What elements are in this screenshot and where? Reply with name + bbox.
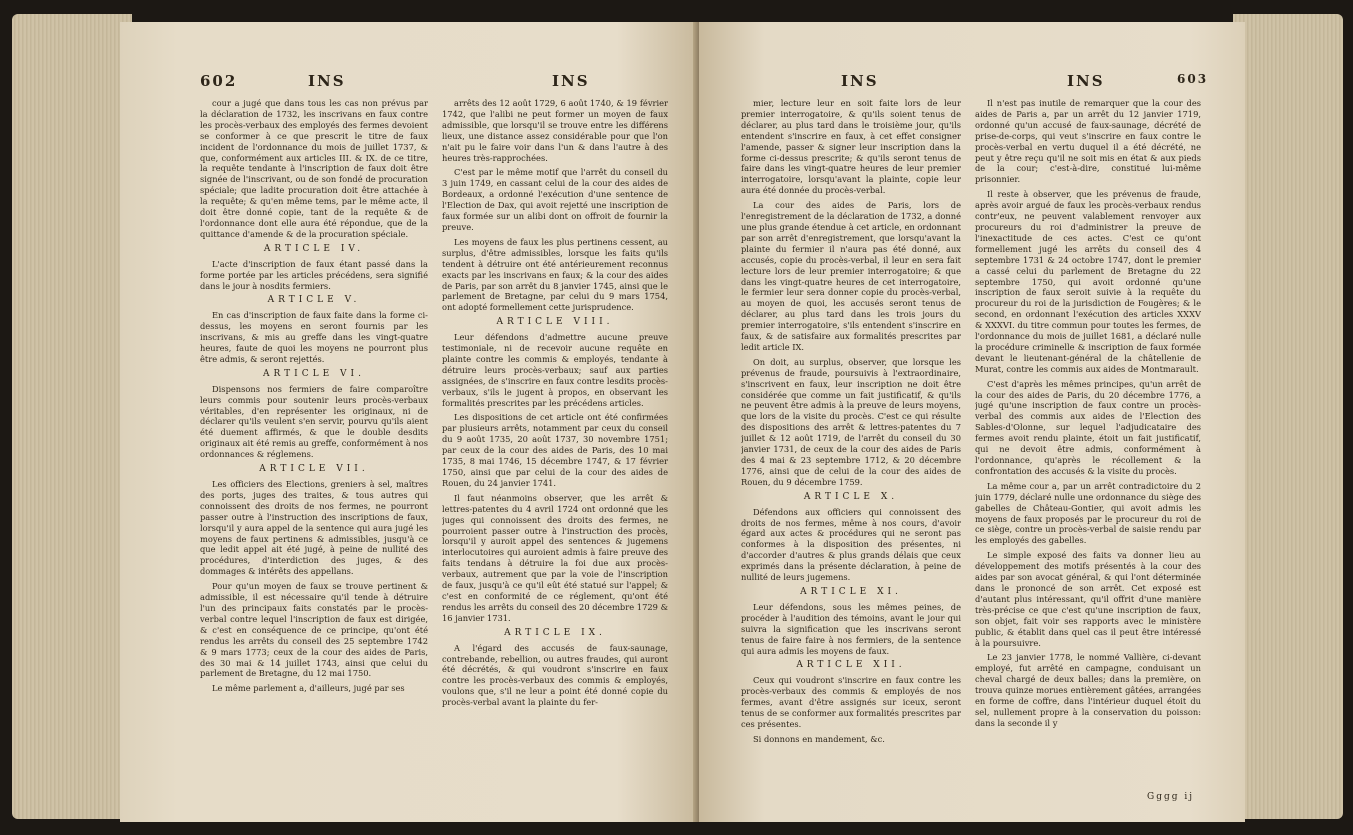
paragraph: C'est par le même motif que l'arrêt du conseil du 3 juin 1749, en cassant celui de la cour des aides de Bordeaux, a ordonné l'exécution d'une sentence de l'Election de Dax, qui avoit rejetté une inscription de faux formée sur un alibi dont on offroit de fournir la preuve. xyxy=(442,167,668,232)
article-heading: ARTICLE XI. xyxy=(800,586,902,597)
paragraph: Il faut néanmoins observer, que les arrêt & lettres-patentes du 4 avril 1724 ont ordonné que les juges qui connoissent des droits des fermes, ne pourroient passer outre à l'instruction des procès, lorsqu'il y auroit appel des sentences & jugemens interlocutoires qui auroient admis à faire preuve des faits tendans à détruire la foi due aux procès-verbaux, autrement que par la voie de l'inscription de faux, jusqu'à ce qu'il eût été statué sur l'appel; & c'est en conformité de ce réglement, qu'ont été rendus les arrêts du conseil des 20 décembre 1729 & 16 janvier 1731. xyxy=(442,492,668,623)
paragraph: La même cour a, par un arrêt contradictoire du 2 juin 1779, déclaré nulle une ordonnance du siège des gabelles de Château-Gontier, qui avoit admis les moyens de faux proposés par le procureur du roi de ce siège, contre un procès-verbal de saisie rendu par les employés des gabelles. xyxy=(975,480,1201,546)
paragraph: La cour des aides de Paris, lors de l'enregistrement de la déclaration de 1732, a donné une plus grande étendue à cet article, en ordonnant par son arrêt d'enregistrement, que lorsqu'avant la plainte du fermier il n'aura pas été donné, aux accusés, copie du procès-verbal, il leur en sera fait lecture lors de leur premier interrogatoire; & que dans les vingt-quatre heures de cet interrogatoire, le fermier leur sera donner copie du procès-verbal, au moyen de quoi, les accusés seront tenus de déclarer, au plus tard dans les trois jours du premier interrogatoire, s'ils entendent s'inscrire en faux, & de satisfaire aux formalités prescrites par ledit article IX. xyxy=(741,200,961,352)
paragraph: Pour qu'un moyen de faux se trouve pertinent & admissible, il est nécessaire qu'il tende à détruire l'un des principaux faits constatés par le procès-verbal contre lequel l'inscription de faux est dirigée, & c'est en conséquence de ce principe, qu'ont été rendus les arrêts du conseil des 25 septembre 1742 & 9 mars 1773; ceux de la cour des aides de Paris, des 30 mai & 14 juillet 1743, ainsi que celui du parlement de Bretagne, du 12 mai 1750. xyxy=(200,581,428,679)
running-head-right-col1: INS xyxy=(841,72,879,90)
paragraph: Dispensons nos fermiers de faire comparoître leurs commis pour soutenir leurs procès-verbaux véritables, d'en représenter les originaux, ni de déclarer qu'ils veulent s'en servir, pourvu qu'ils aient été duement affirmés, & que le double desdits originaux ait été remis au greffe, conformément à nos ordonnances & réglemens. xyxy=(200,383,428,460)
left-page-edges xyxy=(12,14,132,819)
left-column-2 xyxy=(442,98,668,808)
article-heading: ARTICLE IX. xyxy=(504,627,606,638)
article-heading: ARTICLE X. xyxy=(803,491,899,502)
article-heading: ARTICLE VI. xyxy=(263,368,365,379)
running-head-right-col2: INS xyxy=(1067,72,1105,90)
paragraph: L'acte d'inscription de faux étant passé dans la forme portée par les articles précédens, sera signifié dans le jour à nosdits fermiers. xyxy=(200,258,428,291)
right-page xyxy=(699,22,1245,822)
right-column-2 xyxy=(975,98,1201,788)
paragraph: C'est d'après les mêmes principes, qu'un arrêt de la cour des aides de Paris, du 20 décembre 1776, a jugé qu'une inscription de faux contre un procès-verbal des commis aux aides de l'Election des Sables-d'Olonne, sur lequel l'adjudicataire des fermes avoit rendu plainte, étoit un fait justificatif, qui ne devoit être admis, conformément à l'ordonnance, qu'après le récollement & la confrontation des accusés & la visite du procès. xyxy=(975,378,1201,476)
paragraph: Si donnons en mandement, &c. xyxy=(753,733,885,744)
article-heading: ARTICLE VIII. xyxy=(496,317,614,328)
paragraph: Ceux qui voudront s'inscrire en faux contre les procès-verbaux des commis & employés de nos fermes, avant d'être assignés sur iceux, seront tenus de se conformer aux formalités prescrites par ces présentes. xyxy=(741,675,961,729)
paragraph: Le simple exposé des faits va donner lieu au développement des motifs présentés à la cour des aides par son avocat général, & qui l'ont déterminée dans le prononcé de son arrêt. Cet exposé est d'autant plus intéressant, qu'il offrit d'une manière très-précise ce que c'est qu'une inscription de faux, son objet, fait voir ses rapports avec le ministère public, & établit dans quel cas il peut être intéressé à la poursuivre. xyxy=(975,550,1201,648)
right-page-edges xyxy=(1233,14,1343,819)
article-heading: ARTICLE V. xyxy=(267,295,361,306)
paragraph: mier, lecture leur en soit faite lors de leur premier interrogatoire, & qu'ils soient tenus de déclarer, au plus tard dans le troisième jour, qu'ils entendent s'inscrire en faux, à cet effet consigner l'amende, passer & signer leur inscription dans la forme ci-dessus prescrite; & qu'ils seront tenus de faire dans les vingt-quatre heures de leur premier interrogatoire, lorsqu'avant la plainte, copie leur aura été donnée du procès-verbal. xyxy=(741,98,961,196)
left-page xyxy=(120,22,698,822)
paragraph: Le même parlement a, d'ailleurs, jugé par ses xyxy=(212,683,405,694)
page-number-left: 602 xyxy=(200,72,238,90)
article-heading: ARTICLE IV. xyxy=(263,243,365,254)
paragraph: cour a jugé que dans tous les cas non prévus par la déclaration de 1732, les inscrivans en faux contre les procès-verbaux des employés des fermes devoient se conformer à ce que prescrit le titre de faux incident de l'ordonnance du mois de juillet 1737, & que, conformément aux articles III. & IX. de ce titre, la requête tendante à l'inscription de faux doit être signée de l'inscrivant, ou de son fondé de procuration spéciale; que ladite procuration doit être attachée à la requête; & qu'en même tems, par le même acte, il doit être donné copie, tant de la requête & de l'ordonnance dont elle aura été répondue, que de la quittance d'amende & de la procuration spéciale. xyxy=(200,98,428,239)
article-heading: ARTICLE XII. xyxy=(796,660,906,671)
left-column-1 xyxy=(200,98,428,808)
paragraph: Leur défendons d'admettre aucune preuve testimoniale, ni de recevoir aucune requête en plainte contre les commis & employés, tendante à détruire leurs procès-verbaux; sauf aux parties assignées, de s'inscrire en faux contre lesdits procès-verbaux, s'ils le jugent à propos, en observant les formalités prescrites par les précédens articles. xyxy=(442,332,668,408)
paragraph: Défendons aux officiers qui connoissent des droits de nos fermes, même à nos cours, d'avoir égard aux actes & procédures qui ne seront pas conformes à la disposition des présentes, ni d'accorder d'autres & plus grands délais que ceux exprimés dans la présente déclaration, à peine de nullité de leurs jugemens. xyxy=(741,506,961,583)
paragraph: On doit, au surplus, observer, que lorsque les prévenus de fraude, poursuivis à l'extraordinaire, s'inscrivent en faux, leur inscription ne doit être considérée que comme un fait justificatif, & qu'ils ne peuvent être admis à la preuve de leurs moyens, que lors de la visite du procès. C'est ce qui résulte des dispositions des arrêt & lettres-patentes du 7 juillet & 12 août 1719, de l'arrêt du conseil du 30 janvier 1731, de ceux de la cour des aides de Paris des 4 mai & 23 septembre 1712, & 20 décembre 1776, ainsi que de celui de la cour des aides de Rouen, du 9 décembre 1759. xyxy=(741,356,961,487)
paragraph: En cas d'inscription de faux faite dans la forme ci-dessus, les moyens en seront fournis par les inscrivans, & mis au greffe dans les vingt-quatre heures, faute de quoi les moyens ne pourront plus être admis, & seront rejettés. xyxy=(200,310,428,364)
paragraph: A l'égard des accusés de faux-saunage, contrebande, rebellion, ou autres fraudes, qui auront été décrétés, & qui voudront s'inscrire en faux contre les procès-verbaux des commis & employés, voulons que, s'il ne leur a point été donné copie du procès-verbal avant la plainte du fer- xyxy=(442,642,668,708)
right-column-1 xyxy=(741,98,961,803)
paragraph: Il reste à observer, que les prévenus de fraude, après avoir argué de faux les procès-verbaux rendus contr'eux, ne peuvent valablement renvoyer aux procureurs du roi d'administrer la preuve de l'inexactitude de ces actes. C'est ce qu'ont formellement jugé les arrêts du conseil des 4 septembre 1731 & 24 octobre 1747, dont le premier a cassé celui du parlement de Bretagne du 22 septembre 1750, qui avoit ordonné qu'une inscription de faux seroit suivie à la requête du procureur du roi de la jurisdiction de Fougères; & le second, en ordonnant l'exécution des articles XXXV & XXXVI. du titre commun pour toutes les fermes, de l'ordonnance du mois de juillet 1681, a déclaré nulle la procédure criminelle & inscription de faux formée devant le lieutenant-général de la châtellenie de Murat, contre les commis aux aides de Montmarault. xyxy=(975,189,1201,374)
running-head-left-col2: INS xyxy=(552,72,590,90)
page-number-right: 603 xyxy=(1177,72,1209,86)
running-head-left-col1: INS xyxy=(308,72,346,90)
paragraph: Leur défendons, sous les mêmes peines, de procéder à l'audition des témoins, avant le jour qui suivra la signification que les inscrivans seront tenus de faire faire à nos fermiers, de la sentence qui aura admis les moyens de faux. xyxy=(741,601,961,656)
paragraph: Les officiers des Elections, greniers à sel, maîtres des ports, juges des traites, & tous autres qui connoissent des droits de nos fermes, ne pourront passer outre à l'instruction des inscriptions de faux, lorsqu'il y aura appel de la sentence qui aura jugé les moyens de faux pertinens & admissibles, jusqu'à ce que ledit appel ait été jugé, à peine de nullité des procédures, d'interdiction des juges, & des dommages & intérêts des appellans. xyxy=(200,479,428,577)
paragraph: Les moyens de faux les plus pertinens cessent, au surplus, d'être admissibles, lorsque les faits qu'ils tendent à détruire ont été antérieurement reconnus exacts par les inscrivans en faux; & la cour des aides de Paris, par son arrêt du 8 janvier 1745, ainsi que le parlement de Bretagne, par celui du 9 mars 1754, ont adopté formellement cette jurisprudence. xyxy=(442,236,668,313)
paragraph: arrêts des 12 août 1729, 6 août 1740, & 19 février 1742, que l'alibi ne peut former un moyen de faux admissible, que lorsqu'il se trouve entre les différens lieux, une distance assez considérable pour que l'on n'ait pu le faire voir dans l'un & dans l'autre à des heures très-rapprochées. xyxy=(442,98,668,163)
paragraph: Il n'est pas inutile de remarquer que la cour des aides de Paris a, par un arrêt du 12 janvier 1719, ordonné qu'un accusé de faux-saunage, décrété de prise-de-corps, qui veut s'inscrire en faux contre le procès-verbal en vertu duquel il a été décrété, ne peut y être reçu qu'il ne soit mis en état & aux pieds de la cour; c'est-à-dire, constitué lui-même prisonnier. xyxy=(975,98,1201,185)
paragraph: Les dispositions de cet article ont été confirmées par plusieurs arrêts, notamment par ceux du conseil du 9 août 1735, 20 août 1737, 30 novembre 1751; par ceux de la cour des aides de Paris, des 10 mai 1735, 8 mai 1746, 15 décembre 1747, & 17 février 1750, ainsi que par celui de la cour des aides de Rouen, du 24 janvier 1741. xyxy=(442,412,668,488)
signature-mark: Gggg ij xyxy=(1147,792,1195,802)
article-heading: ARTICLE VII. xyxy=(259,464,369,475)
paragraph: Le 23 janvier 1778, le nommé Vallière, ci-devant employé, fut arrêté en campagne, conduisant un cheval chargé de deux balles; dans la première, on trouva quinze morues entièrement gâtées, arrangées en forme de coffre, dans l'intérieur duquel étoit du sel, nullement propre à la conservation du poisson: dans la seconde il y xyxy=(975,652,1201,728)
